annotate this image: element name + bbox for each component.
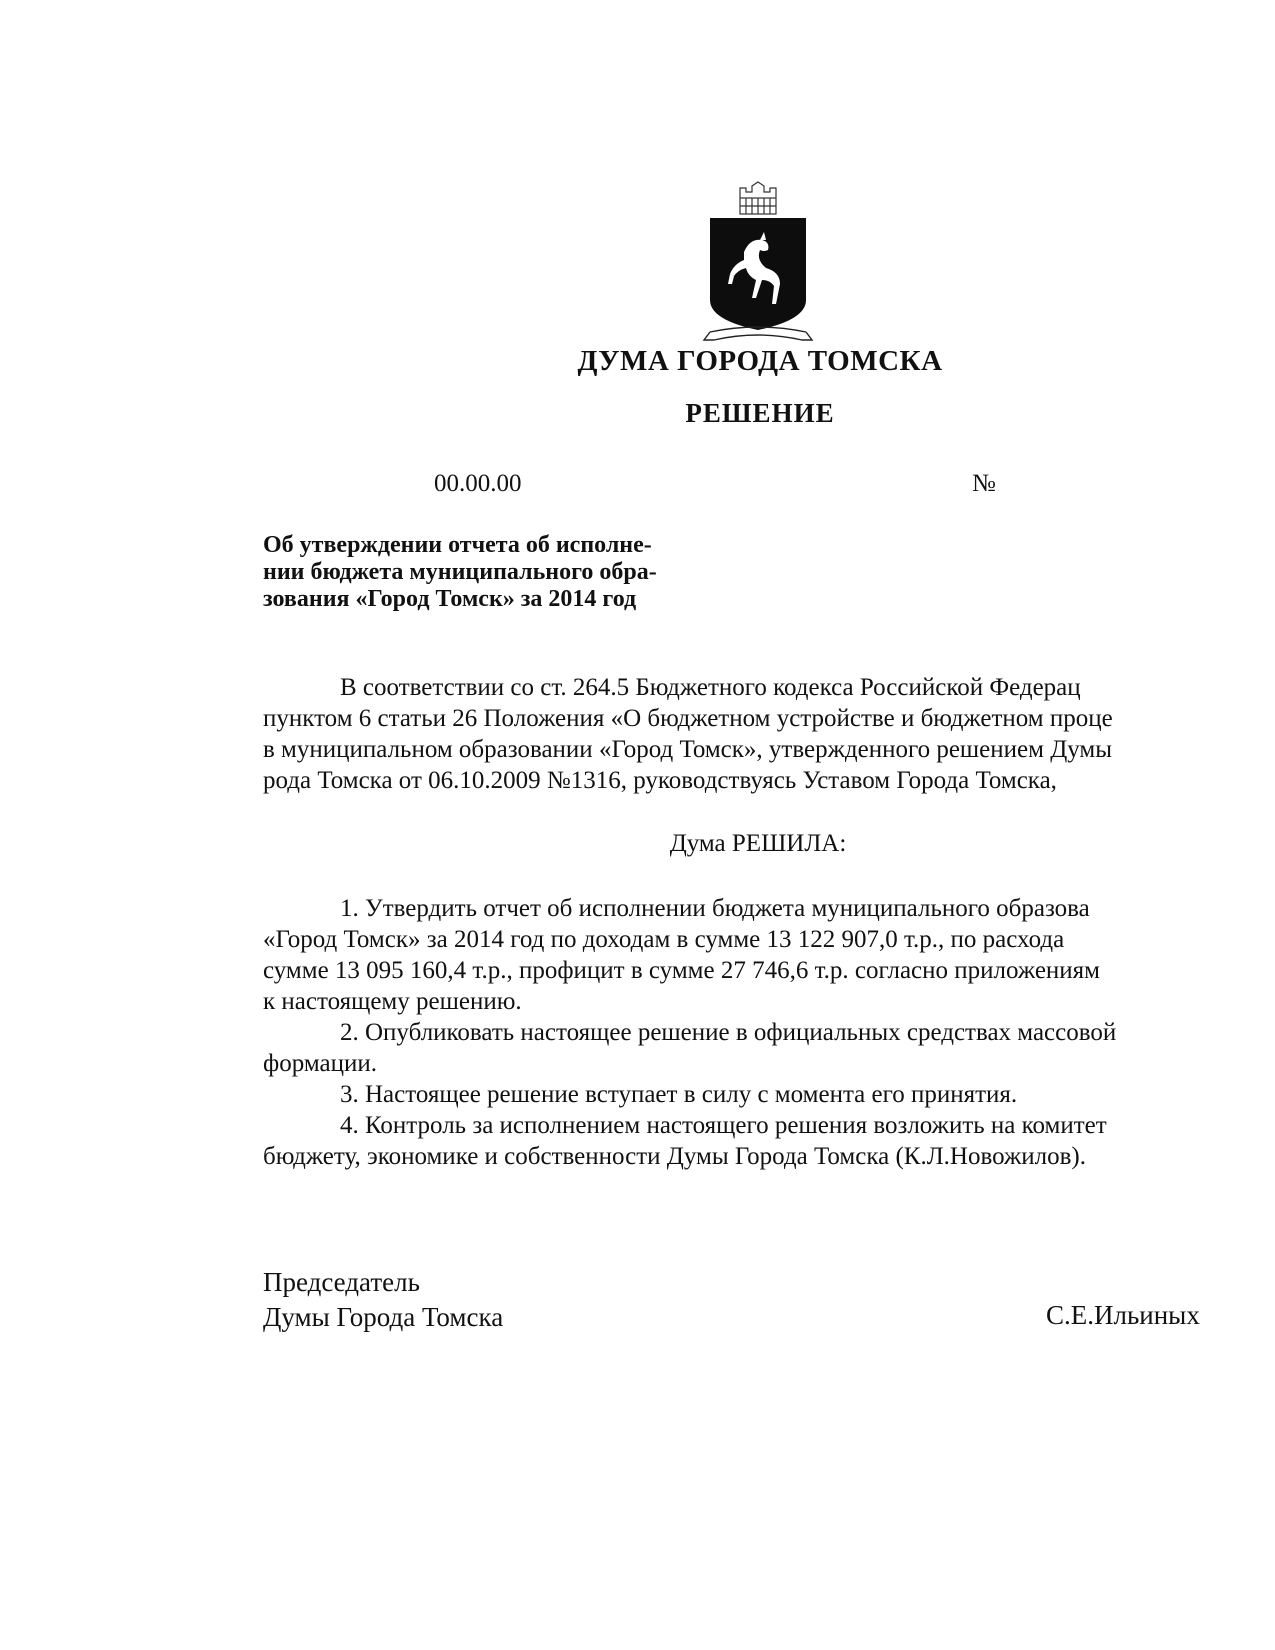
document-number-label: № [972, 470, 996, 497]
text-line: в муниципальном образовании «Город Томск», утвержденного решением Думы [263, 736, 1113, 763]
document-date: 00.00.00 [434, 470, 522, 497]
signature-title-line: Думы Города Томска [263, 1302, 504, 1332]
text-line: сумме 13 095 160,4 т.р., профицит в сумме 27 746,6 т.р. согласно приложениям [263, 957, 1100, 984]
text-line: к настоящему решению. [263, 988, 522, 1015]
subject-line: нии бюджета муниципального обра- [263, 559, 657, 585]
signature-title-line: Председатель [263, 1267, 420, 1297]
text-line: бюджету, экономике и собственности Думы Города Томска (К.Л.Новожилов). [263, 1143, 1086, 1170]
decision-points [263, 893, 1275, 1172]
text-line: «Город Томск» за 2014 год по доходам в сумме 13 122 907,0 т.р., по расхода [263, 926, 1065, 953]
text-line: В соответствии со ст. 264.5 Бюджетного кодекса Российской Федерац [340, 674, 1081, 701]
text-line: рода Томска от 06.10.2009 №1316, руководствуясь Уставом Города Томска, [263, 767, 1057, 794]
tomsk-coat-of-arms-icon [700, 180, 816, 350]
text-line: формации. [263, 1050, 377, 1077]
document-type: РЕШЕНИЕ [685, 398, 835, 428]
organization-title: ДУМА ГОРОДА ТОМСКА [577, 345, 943, 377]
text-line: 2. Опубликовать настоящее решение в официальных средствах массовой [340, 1019, 1117, 1046]
text-line: 1. Утвердить отчет об исполнении бюджета муниципального образова [340, 895, 1090, 922]
text-line: пунктом 6 статьи 26 Положения «О бюджетном устройстве и бюджетном проце [263, 705, 1113, 732]
document-subject [263, 532, 703, 613]
text-line: 4. Контроль за исполнением настоящего решения возложить на комитет [340, 1112, 1107, 1139]
preamble-paragraph [263, 672, 1275, 796]
signer-name: С.Е.Ильиных [1046, 1300, 1200, 1330]
subject-line: Об утверждении отчета об исполне- [263, 532, 652, 558]
decision-heading: Дума РЕШИЛА: [669, 830, 847, 857]
signature-block [263, 1265, 503, 1335]
subject-line: зования «Город Томск» за 2014 год [263, 586, 637, 612]
text-line: 3. Настоящее решение вступает в силу с момента его принятия. [340, 1081, 1018, 1108]
